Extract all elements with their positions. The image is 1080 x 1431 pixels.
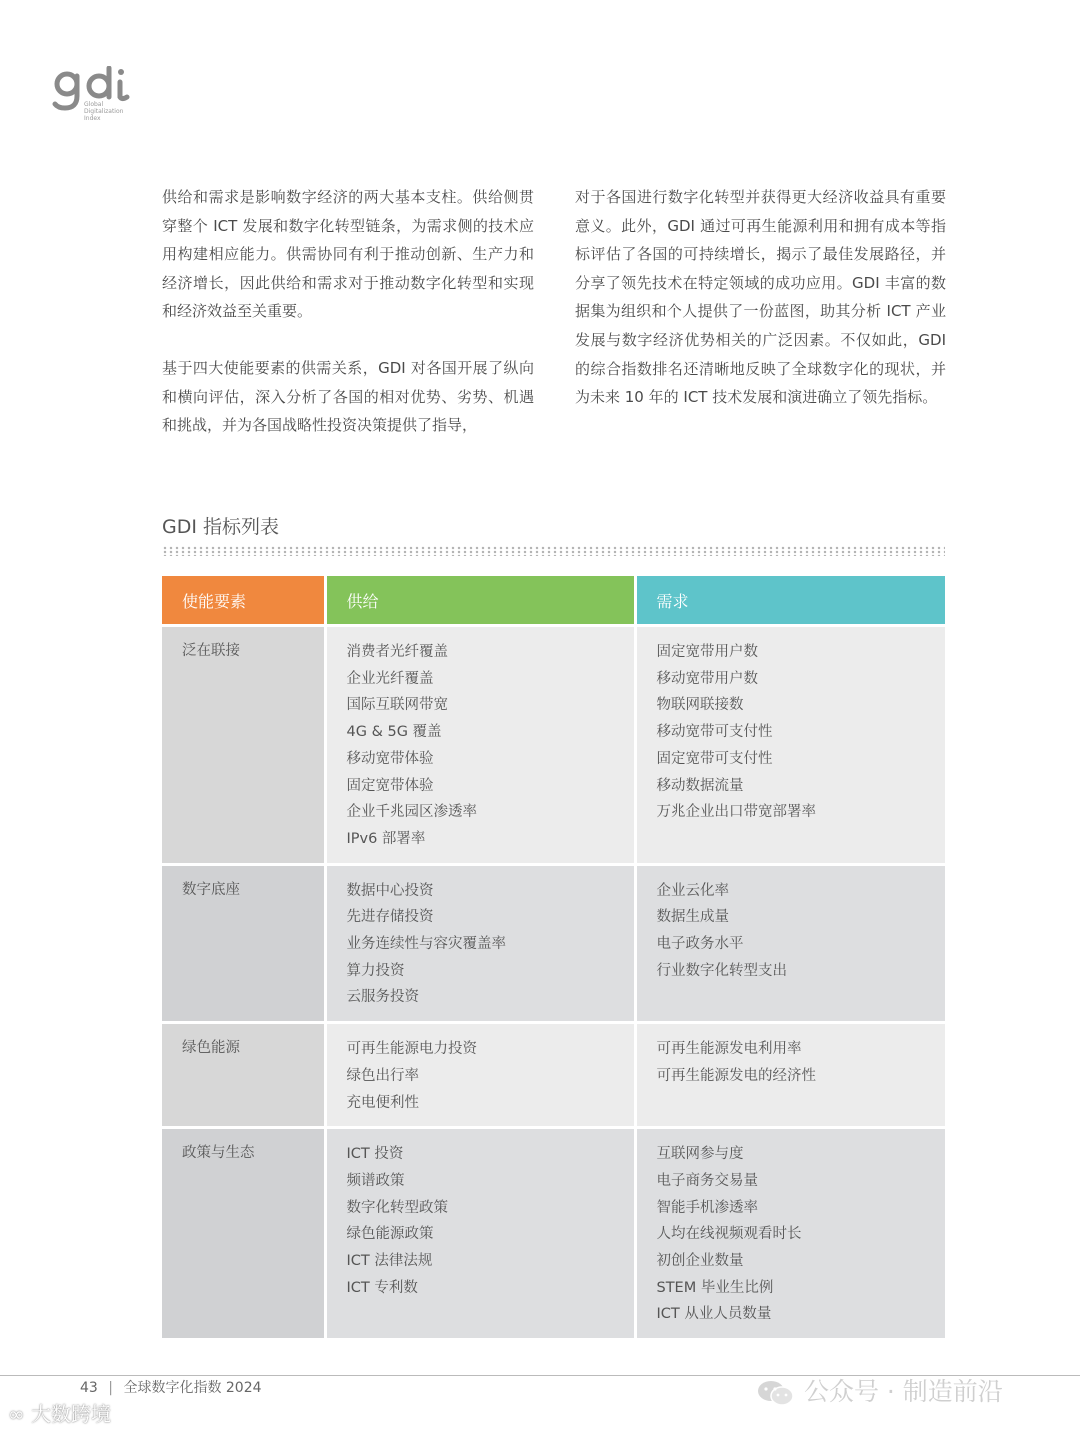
row-category: 数字底座 bbox=[162, 864, 325, 1023]
demand-indicator: 初创企业数量 bbox=[656, 1253, 744, 1270]
demand-indicator: ICT 从业人员数量 bbox=[656, 1306, 772, 1323]
supply-indicator: 绿色出行率 bbox=[346, 1067, 419, 1084]
row-category: 泛在联接 bbox=[162, 626, 325, 865]
header-enabler: 使能要素 bbox=[162, 576, 325, 626]
demand-indicator: 移动宽带可支付性 bbox=[656, 724, 773, 741]
table-header-row bbox=[162, 576, 945, 626]
supply-indicator: 固定宽带体验 bbox=[346, 777, 434, 794]
paragraph: 对于各国进行数字化转型并获得更大经济收益具有重要意义。此外，GDI 通过可再生能源利用和拥有成本等指标评估了各国的可持续增长，揭示了最佳发展路径，并分享了领先技术在特定领域的成功应用。GDI 丰富的数据集为组织和个人提供了一份蓝图，助其分析 ICT 产业发展与数字经济优势相关的广泛因素。不仅如此，GDI 的综合指数排名还清晰地反映了全球数字化的现状，并为未来 10 年的 ICT 技术发展和演进确立了领先指标。 bbox=[575, 188, 946, 407]
supply-indicator: IPv6 部署率 bbox=[346, 830, 426, 847]
dotted-divider bbox=[162, 546, 945, 556]
supply-indicator: 云服务投资 bbox=[346, 989, 419, 1006]
demand-indicator: 企业云化率 bbox=[656, 882, 729, 899]
table-row bbox=[162, 864, 945, 1023]
demand-indicator: 电子政务水平 bbox=[656, 936, 744, 953]
supply-indicator: 业务连续性与容灾覆盖率 bbox=[346, 936, 506, 953]
demand-indicator: 移动宽带用户数 bbox=[656, 670, 758, 687]
demand-indicator: 智能手机渗透率 bbox=[656, 1199, 758, 1216]
gdi-indicator-table bbox=[162, 576, 945, 1341]
watermark-corner bbox=[8, 1398, 111, 1427]
demand-indicator: 移动数据流量 bbox=[656, 777, 744, 794]
row-category: 绿色能源 bbox=[162, 1023, 325, 1128]
demand-cell bbox=[635, 864, 945, 1023]
supply-indicator: 算力投资 bbox=[346, 962, 405, 979]
paragraph: 供给和需求是影响数字经济的两大基本支柱。供给侧贯穿整个 ICT 发展和数字化转型链条，为需求侧的技术应用构建相应能力。供需协同有利于推动创新、生产力和经济增长，因此供给和需求对于推动数字化转型和实现和经济效益至关重要。 bbox=[162, 188, 534, 321]
watermark-wechat bbox=[756, 1372, 1003, 1408]
row-category: 政策与生态 bbox=[162, 1128, 325, 1340]
watermark-text: 公众号 · 制造前沿 bbox=[803, 1377, 1003, 1406]
header-supply: 供给 bbox=[325, 576, 635, 626]
supply-indicator: 国际互联网带宽 bbox=[346, 697, 448, 714]
supply-cell bbox=[325, 1023, 635, 1128]
supply-indicator: 移动宽带体验 bbox=[346, 750, 434, 767]
demand-indicator: 可再生能源发电的经济性 bbox=[656, 1067, 816, 1084]
table-row bbox=[162, 1023, 945, 1128]
demand-indicator: 可再生能源发电利用率 bbox=[656, 1041, 802, 1058]
demand-indicator: 电子商务交易量 bbox=[656, 1172, 758, 1189]
supply-indicator: ICT 专利数 bbox=[346, 1279, 418, 1296]
table-row bbox=[162, 1128, 945, 1340]
supply-indicator: 4G & 5G 覆盖 bbox=[346, 724, 442, 741]
demand-indicator: 数据生成量 bbox=[656, 909, 729, 926]
demand-indicator: 固定宽带可支付性 bbox=[656, 750, 773, 767]
demand-cell bbox=[635, 1128, 945, 1340]
supply-indicator: 频谱政策 bbox=[346, 1172, 405, 1189]
supply-indicator: 绿色能源政策 bbox=[346, 1226, 434, 1243]
logo-subtitle: Global Digitalization Index bbox=[84, 101, 124, 122]
demand-cell bbox=[635, 1023, 945, 1128]
supply-indicator: 数据中心投资 bbox=[346, 882, 434, 899]
watermark-text: 大数跨境 bbox=[31, 1402, 112, 1426]
paragraph: 基于四大使能要素的供需关系，GDI 对各国开展了纵向和横向评估，深入分析了各国的相对优势、劣势、机遇和挑战，并为各国战略性投资决策提供了指导， bbox=[162, 358, 534, 435]
supply-indicator: 充电便利性 bbox=[346, 1094, 419, 1111]
body-text-right-column bbox=[575, 183, 946, 440]
supply-indicator: 企业千兆园区渗透率 bbox=[346, 804, 477, 821]
table-row bbox=[162, 626, 945, 865]
demand-indicator: STEM 毕业生比例 bbox=[656, 1279, 774, 1296]
section-title: GDI 指标列表 bbox=[162, 516, 279, 538]
supply-indicator: 消费者光纤覆盖 bbox=[346, 644, 448, 660]
demand-indicator: 行业数字化转型支出 bbox=[656, 962, 787, 979]
wechat-icon bbox=[756, 1379, 796, 1407]
demand-cell bbox=[635, 626, 945, 865]
demand-indicator: 物联网联接数 bbox=[656, 697, 744, 714]
page-footer bbox=[80, 1377, 262, 1397]
supply-indicator: 先进存储投资 bbox=[346, 909, 434, 926]
page-number: 43 bbox=[80, 1380, 98, 1396]
demand-indicator: 万兆企业出口带宽部署率 bbox=[656, 804, 816, 821]
infinity-icon: ∞ bbox=[8, 1402, 25, 1426]
supply-cell bbox=[325, 1128, 635, 1340]
demand-indicator: 固定宽带用户数 bbox=[656, 644, 758, 660]
body-text-left-column bbox=[162, 183, 534, 468]
supply-cell bbox=[325, 626, 635, 865]
supply-indicator: ICT 投资 bbox=[346, 1146, 404, 1163]
header-demand: 需求 bbox=[635, 576, 945, 626]
demand-indicator: 互联网参与度 bbox=[656, 1146, 744, 1163]
report-title: 全球数字化指数 2024 bbox=[123, 1380, 262, 1396]
supply-indicator: 企业光纤覆盖 bbox=[346, 670, 434, 687]
supply-indicator: 可再生能源电力投资 bbox=[346, 1041, 477, 1058]
supply-cell bbox=[325, 864, 635, 1023]
supply-indicator: ICT 法律法规 bbox=[346, 1253, 433, 1270]
supply-indicator: 数字化转型政策 bbox=[346, 1199, 448, 1216]
footer-separator: | bbox=[108, 1380, 113, 1396]
demand-indicator: 人均在线视频观看时长 bbox=[656, 1226, 802, 1243]
